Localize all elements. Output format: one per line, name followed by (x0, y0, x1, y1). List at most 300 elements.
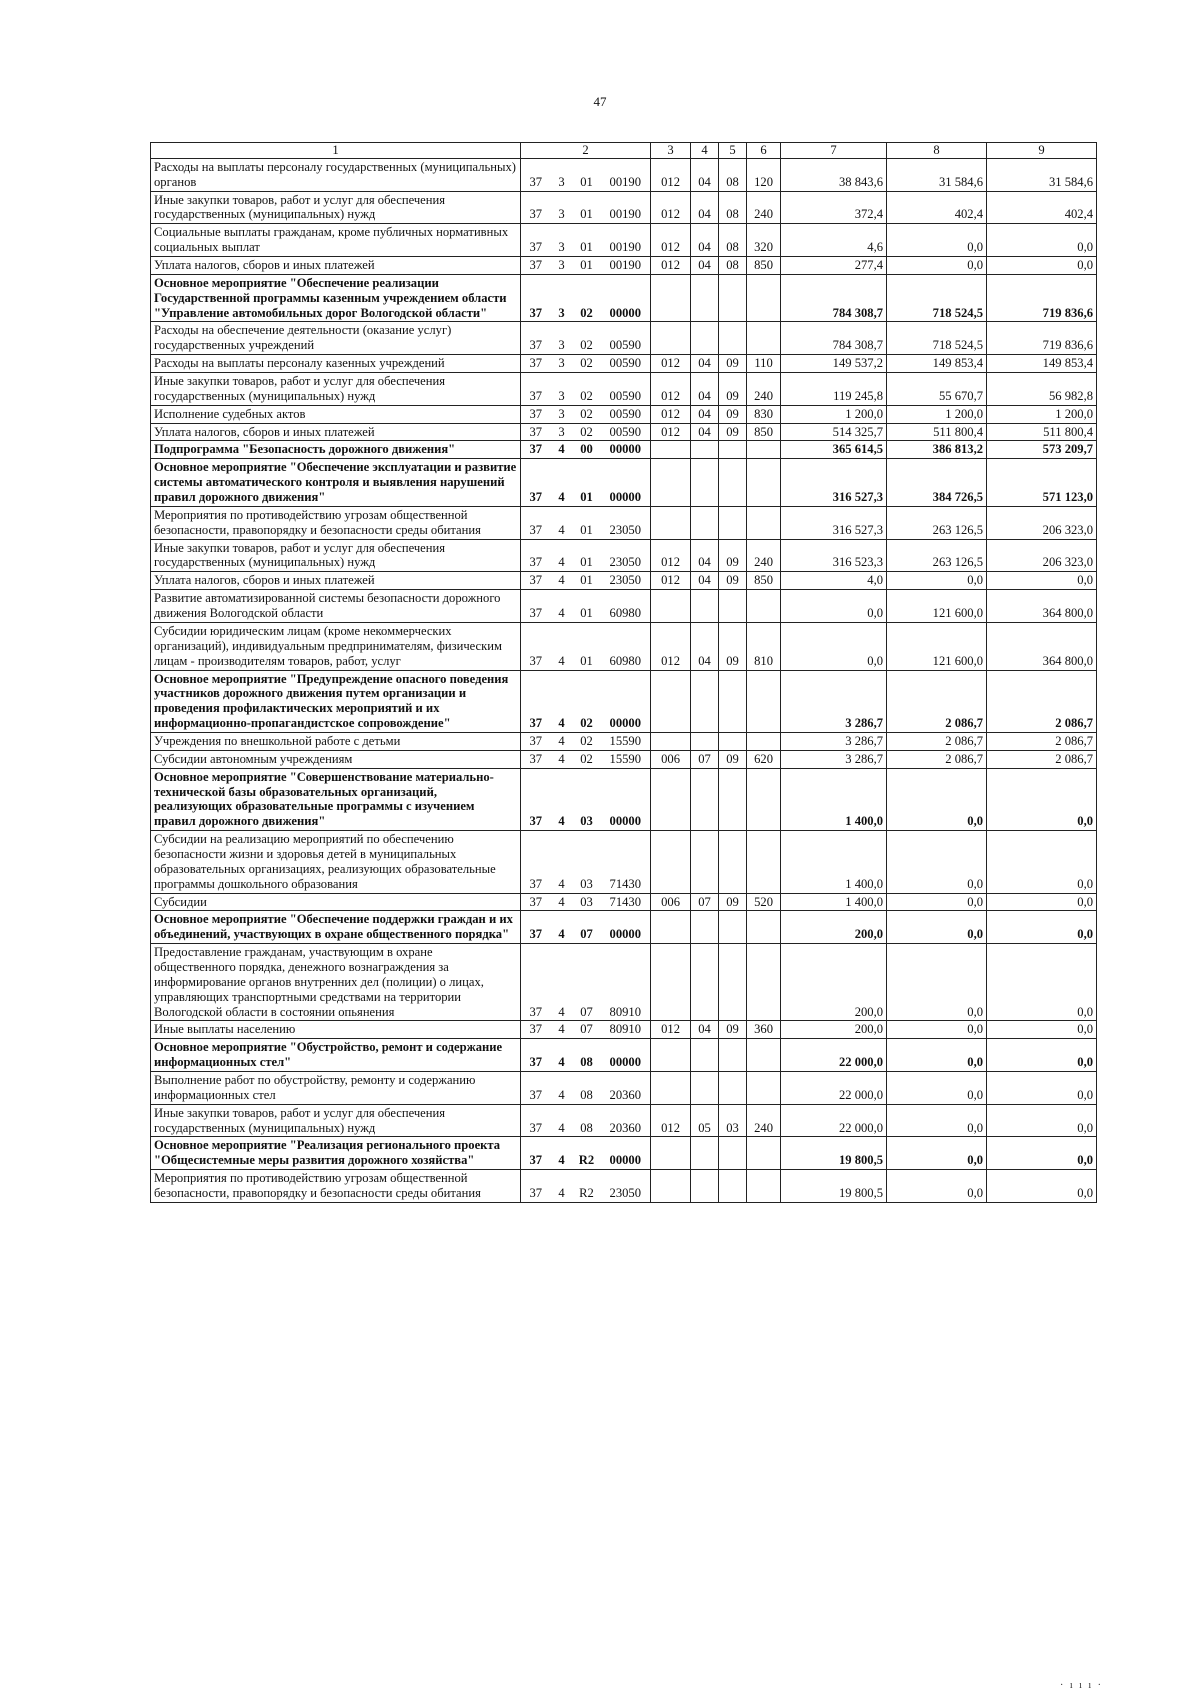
row-col-5: 03 (719, 1104, 747, 1137)
row-code-direction: 00190 (601, 191, 651, 224)
row-code-subprogram: 4 (551, 572, 573, 590)
header-col-1: 1 (151, 143, 521, 159)
row-value-7: 200,0 (781, 911, 887, 944)
row-code-subprogram: 4 (551, 911, 573, 944)
row-code-event: 07 (573, 1021, 601, 1039)
row-code-event: 07 (573, 944, 601, 1021)
row-value-7: 3 286,7 (781, 732, 887, 750)
row-code-subprogram: 4 (551, 1021, 573, 1039)
row-code-event: 01 (573, 506, 601, 539)
table-row (151, 1039, 1097, 1072)
header-col-4: 4 (691, 143, 719, 159)
row-value-8: 0,0 (887, 768, 987, 830)
row-name: Основное мероприятие "Реализация регионального проекта "Общесистемные меры развития дорожного хозяйства" (151, 1137, 521, 1170)
row-name: Основное мероприятие "Совершенствование материально-технической базы образовательных организаций, реализующих образовательные программы с изучением правил дорожного движения" (151, 768, 521, 830)
row-code-event: 08 (573, 1039, 601, 1072)
row-col-4: 04 (691, 224, 719, 257)
row-name: Основное мероприятие "Обеспечение реализации Государственной программы казенным учреждением области "Управление автомобильных дорог Вологодской области" (151, 274, 521, 322)
row-code-program: 37 (521, 423, 551, 441)
row-value-9: 0,0 (987, 831, 1097, 893)
table-row (151, 1104, 1097, 1137)
row-col-6 (747, 1039, 781, 1072)
row-code-program: 37 (521, 355, 551, 373)
row-code-direction: 00000 (601, 459, 651, 507)
row-col-6 (747, 322, 781, 355)
row-col-5 (719, 1170, 747, 1203)
row-value-7: 316 527,3 (781, 459, 887, 507)
row-code-subprogram: 3 (551, 257, 573, 275)
table-row (151, 405, 1097, 423)
row-col-5 (719, 732, 747, 750)
table-row (151, 191, 1097, 224)
table-row (151, 158, 1097, 191)
row-code-event: 08 (573, 1071, 601, 1104)
row-col-3: 012 (651, 224, 691, 257)
row-code-event: 02 (573, 750, 601, 768)
row-col-3 (651, 441, 691, 459)
row-code-direction: 00590 (601, 423, 651, 441)
row-code-program: 37 (521, 441, 551, 459)
row-value-8: 0,0 (887, 1137, 987, 1170)
row-value-8: 263 126,5 (887, 506, 987, 539)
row-col-5: 09 (719, 355, 747, 373)
row-col-3: 012 (651, 423, 691, 441)
row-value-8: 0,0 (887, 831, 987, 893)
row-code-subprogram: 4 (551, 459, 573, 507)
row-value-9: 0,0 (987, 1104, 1097, 1137)
row-value-9: 2 086,7 (987, 732, 1097, 750)
row-code-direction: 00000 (601, 768, 651, 830)
row-col-5: 08 (719, 191, 747, 224)
table-row (151, 670, 1097, 732)
row-code-subprogram: 4 (551, 1071, 573, 1104)
row-code-direction: 15590 (601, 732, 651, 750)
row-code-subprogram: 3 (551, 423, 573, 441)
row-code-direction: 00190 (601, 257, 651, 275)
row-col-4: 05 (691, 1104, 719, 1137)
row-code-program: 37 (521, 405, 551, 423)
row-col-6: 850 (747, 423, 781, 441)
row-value-8: 0,0 (887, 257, 987, 275)
row-value-7: 1 400,0 (781, 893, 887, 911)
row-code-direction: 71430 (601, 831, 651, 893)
table-row (151, 944, 1097, 1021)
row-value-9: 0,0 (987, 1170, 1097, 1203)
row-col-3: 006 (651, 893, 691, 911)
row-name: Расходы на обеспечение деятельности (оказание услуг) государственных учреждений (151, 322, 521, 355)
row-col-5: 09 (719, 750, 747, 768)
row-col-6: 520 (747, 893, 781, 911)
row-value-9: 2 086,7 (987, 750, 1097, 768)
row-col-6 (747, 732, 781, 750)
table-body (151, 158, 1097, 1202)
row-col-6 (747, 274, 781, 322)
row-value-8: 386 813,2 (887, 441, 987, 459)
row-col-3: 012 (651, 1104, 691, 1137)
row-name: Расходы на выплаты персоналу государственных (муниципальных) органов (151, 158, 521, 191)
row-col-5: 09 (719, 572, 747, 590)
row-code-event: 00 (573, 441, 601, 459)
row-value-9: 573 209,7 (987, 441, 1097, 459)
row-code-program: 37 (521, 1071, 551, 1104)
row-col-5 (719, 1137, 747, 1170)
row-value-9: 206 323,0 (987, 506, 1097, 539)
row-code-event: 02 (573, 405, 601, 423)
row-code-program: 37 (521, 1137, 551, 1170)
row-value-9: 0,0 (987, 944, 1097, 1021)
row-col-5 (719, 274, 747, 322)
table-row (151, 831, 1097, 893)
row-name: Субсидии автономным учреждениям (151, 750, 521, 768)
row-col-6: 850 (747, 572, 781, 590)
row-col-3 (651, 911, 691, 944)
row-name: Субсидии на реализацию мероприятий по обеспечению безопасности жизни и здоровья детей в муниципальных образовательных организациях, реализующих образовательные программы дошкольного образования (151, 831, 521, 893)
row-value-8: 263 126,5 (887, 539, 987, 572)
row-col-5 (719, 944, 747, 1021)
row-value-7: 22 000,0 (781, 1071, 887, 1104)
row-col-6 (747, 441, 781, 459)
row-code-program: 37 (521, 1104, 551, 1137)
row-name: Уплата налогов, сборов и иных платежей (151, 572, 521, 590)
row-col-3: 012 (651, 257, 691, 275)
table-row (151, 1071, 1097, 1104)
row-value-9: 719 836,6 (987, 274, 1097, 322)
row-value-8: 2 086,7 (887, 732, 987, 750)
row-code-event: 02 (573, 274, 601, 322)
row-code-subprogram: 3 (551, 373, 573, 406)
table-row (151, 768, 1097, 830)
row-code-program: 37 (521, 1021, 551, 1039)
row-col-6: 830 (747, 405, 781, 423)
row-value-8: 2 086,7 (887, 750, 987, 768)
row-name: Выполнение работ по обустройству, ремонту и содержанию информационных стел (151, 1071, 521, 1104)
row-col-6: 320 (747, 224, 781, 257)
row-col-5: 09 (719, 423, 747, 441)
row-code-direction: 00590 (601, 355, 651, 373)
row-value-8: 384 726,5 (887, 459, 987, 507)
row-col-6: 360 (747, 1021, 781, 1039)
row-value-9: 0,0 (987, 911, 1097, 944)
row-col-5: 09 (719, 622, 747, 670)
row-name: Учреждения по внешкольной работе с детьми (151, 732, 521, 750)
row-value-8: 149 853,4 (887, 355, 987, 373)
row-name: Иные закупки товаров, работ и услуг для обеспечения государственных (муниципальных) нужд (151, 1104, 521, 1137)
row-col-5: 09 (719, 893, 747, 911)
row-col-6 (747, 1137, 781, 1170)
row-code-event: 07 (573, 911, 601, 944)
table-row (151, 732, 1097, 750)
row-col-4 (691, 911, 719, 944)
row-code-event: 01 (573, 459, 601, 507)
row-value-7: 119 245,8 (781, 373, 887, 406)
row-code-subprogram: 4 (551, 1170, 573, 1203)
row-value-8: 0,0 (887, 1104, 987, 1137)
row-value-7: 3 286,7 (781, 670, 887, 732)
table-row (151, 893, 1097, 911)
row-value-9: 719 836,6 (987, 322, 1097, 355)
row-col-4 (691, 670, 719, 732)
row-value-9: 0,0 (987, 768, 1097, 830)
row-col-4: 04 (691, 355, 719, 373)
row-value-7: 316 523,3 (781, 539, 887, 572)
row-col-5 (719, 322, 747, 355)
row-col-6: 240 (747, 373, 781, 406)
row-code-direction: 60980 (601, 622, 651, 670)
row-code-event: 01 (573, 590, 601, 623)
row-col-6: 240 (747, 1104, 781, 1137)
row-col-3: 012 (651, 191, 691, 224)
row-code-direction: 20360 (601, 1071, 651, 1104)
row-col-3 (651, 274, 691, 322)
row-value-7: 19 800,5 (781, 1137, 887, 1170)
row-name: Развитие автоматизированной системы безопасности дорожного движения Вологодской области (151, 590, 521, 623)
row-code-program: 37 (521, 1170, 551, 1203)
row-col-4: 04 (691, 257, 719, 275)
row-col-3 (651, 670, 691, 732)
row-col-6 (747, 768, 781, 830)
table-row (151, 572, 1097, 590)
row-value-8: 55 670,7 (887, 373, 987, 406)
budget-table (150, 142, 1097, 1203)
row-name: Основное мероприятие "Обеспечение поддержки граждан и их объединений, участвующих в охране общественного порядка" (151, 911, 521, 944)
row-code-subprogram: 3 (551, 191, 573, 224)
row-code-subprogram: 4 (551, 732, 573, 750)
row-value-9: 0,0 (987, 1039, 1097, 1072)
row-code-program: 37 (521, 506, 551, 539)
row-col-4 (691, 944, 719, 1021)
row-code-program: 37 (521, 274, 551, 322)
table-row (151, 322, 1097, 355)
row-code-direction: 00590 (601, 405, 651, 423)
row-value-8: 0,0 (887, 893, 987, 911)
row-value-8: 0,0 (887, 1071, 987, 1104)
row-code-direction: 23050 (601, 539, 651, 572)
row-code-subprogram: 4 (551, 893, 573, 911)
row-col-5 (719, 670, 747, 732)
row-col-6 (747, 459, 781, 507)
row-code-event: 03 (573, 768, 601, 830)
row-code-program: 37 (521, 911, 551, 944)
row-value-7: 22 000,0 (781, 1104, 887, 1137)
row-code-program: 37 (521, 158, 551, 191)
row-code-subprogram: 4 (551, 539, 573, 572)
header-col-5: 5 (719, 143, 747, 159)
row-col-6: 120 (747, 158, 781, 191)
row-code-subprogram: 4 (551, 768, 573, 830)
scan-mark: · ı ı ı · (1060, 1680, 1103, 1691)
row-col-4 (691, 732, 719, 750)
row-code-event: 08 (573, 1104, 601, 1137)
table-row (151, 257, 1097, 275)
table-row (151, 539, 1097, 572)
row-value-9: 1 200,0 (987, 405, 1097, 423)
row-col-4: 04 (691, 1021, 719, 1039)
row-value-7: 0,0 (781, 622, 887, 670)
row-code-subprogram: 4 (551, 670, 573, 732)
row-value-7: 22 000,0 (781, 1039, 887, 1072)
row-code-subprogram: 4 (551, 1137, 573, 1170)
row-name: Иные закупки товаров, работ и услуг для обеспечения государственных (муниципальных) нужд (151, 373, 521, 406)
row-col-6: 240 (747, 191, 781, 224)
row-code-direction: 20360 (601, 1104, 651, 1137)
row-value-7: 200,0 (781, 1021, 887, 1039)
row-code-direction: 23050 (601, 1170, 651, 1203)
row-code-program: 37 (521, 831, 551, 893)
row-col-3 (651, 732, 691, 750)
row-code-event: 02 (573, 423, 601, 441)
row-code-subprogram: 3 (551, 405, 573, 423)
row-name: Подпрограмма "Безопасность дорожного движения" (151, 441, 521, 459)
row-col-4: 04 (691, 622, 719, 670)
row-value-9: 31 584,6 (987, 158, 1097, 191)
header-col-7: 7 (781, 143, 887, 159)
row-value-7: 4,6 (781, 224, 887, 257)
row-name: Уплата налогов, сборов и иных платежей (151, 423, 521, 441)
table-row (151, 423, 1097, 441)
row-col-6: 240 (747, 539, 781, 572)
row-value-7: 3 286,7 (781, 750, 887, 768)
row-col-5: 08 (719, 158, 747, 191)
row-code-direction: 00590 (601, 373, 651, 406)
row-value-8: 1 200,0 (887, 405, 987, 423)
row-code-direction: 80910 (601, 1021, 651, 1039)
row-col-3 (651, 322, 691, 355)
row-value-9: 0,0 (987, 1021, 1097, 1039)
row-code-direction: 00590 (601, 322, 651, 355)
row-col-6 (747, 590, 781, 623)
row-col-6 (747, 670, 781, 732)
row-col-3: 012 (651, 405, 691, 423)
row-code-subprogram: 4 (551, 622, 573, 670)
row-col-4: 04 (691, 423, 719, 441)
header-col-8: 8 (887, 143, 987, 159)
row-code-event: 01 (573, 224, 601, 257)
row-col-3: 012 (651, 373, 691, 406)
row-value-7: 277,4 (781, 257, 887, 275)
row-code-direction: 00000 (601, 911, 651, 944)
row-value-7: 200,0 (781, 944, 887, 1021)
row-col-3: 012 (651, 572, 691, 590)
row-value-9: 571 123,0 (987, 459, 1097, 507)
row-code-program: 37 (521, 322, 551, 355)
row-value-7: 1 200,0 (781, 405, 887, 423)
row-value-8: 402,4 (887, 191, 987, 224)
row-col-3: 012 (651, 622, 691, 670)
row-value-8: 0,0 (887, 911, 987, 944)
row-name: Субсидии (151, 893, 521, 911)
row-code-event: 02 (573, 670, 601, 732)
row-col-4 (691, 441, 719, 459)
row-value-9: 364 800,0 (987, 590, 1097, 623)
table-row (151, 750, 1097, 768)
row-value-9: 0,0 (987, 224, 1097, 257)
row-code-subprogram: 4 (551, 441, 573, 459)
row-col-3: 012 (651, 1021, 691, 1039)
row-code-program: 37 (521, 459, 551, 507)
table-row (151, 590, 1097, 623)
row-name: Основное мероприятие "Обеспечение эксплуатации и развитие системы автоматического контроля и выявления нарушений правил дорожного движения" (151, 459, 521, 507)
row-code-subprogram: 3 (551, 355, 573, 373)
row-col-5 (719, 768, 747, 830)
row-code-program: 37 (521, 750, 551, 768)
row-code-event: 01 (573, 572, 601, 590)
row-code-program: 37 (521, 893, 551, 911)
row-col-4: 04 (691, 191, 719, 224)
row-col-3 (651, 506, 691, 539)
row-col-4 (691, 459, 719, 507)
row-name: Мероприятия по противодействию угрозам общественной безопасности, правопорядку и безопасности среды обитания (151, 1170, 521, 1203)
row-code-program: 37 (521, 622, 551, 670)
row-col-5: 09 (719, 405, 747, 423)
row-col-6 (747, 506, 781, 539)
row-col-5 (719, 506, 747, 539)
row-col-3: 006 (651, 750, 691, 768)
row-value-8: 0,0 (887, 1170, 987, 1203)
row-col-5 (719, 831, 747, 893)
row-col-3 (651, 768, 691, 830)
row-value-8: 0,0 (887, 1021, 987, 1039)
row-code-event: 03 (573, 893, 601, 911)
row-col-5: 09 (719, 373, 747, 406)
row-col-3 (651, 459, 691, 507)
row-value-8: 121 600,0 (887, 590, 987, 623)
row-col-4 (691, 322, 719, 355)
row-code-subprogram: 4 (551, 1104, 573, 1137)
row-col-4 (691, 274, 719, 322)
row-code-direction: 00000 (601, 1039, 651, 1072)
row-name: Расходы на выплаты персоналу казенных учреждений (151, 355, 521, 373)
row-col-5: 09 (719, 539, 747, 572)
row-value-7: 4,0 (781, 572, 887, 590)
row-code-subprogram: 4 (551, 831, 573, 893)
row-col-4 (691, 831, 719, 893)
row-code-subprogram: 4 (551, 944, 573, 1021)
header-col-9: 9 (987, 143, 1097, 159)
row-code-program: 37 (521, 224, 551, 257)
row-name: Предоставление гражданам, участвующим в охране общественного порядка, денежного вознаграждения за информирование органов внутренних дел (полиции) о лицах, управляющих транспортными средствами на территории Вологодской области в состоянии опьянения (151, 944, 521, 1021)
row-col-4: 04 (691, 539, 719, 572)
row-col-6 (747, 831, 781, 893)
header-row (151, 143, 1097, 159)
row-code-direction: 80910 (601, 944, 651, 1021)
row-col-4: 04 (691, 572, 719, 590)
row-code-direction: 00000 (601, 670, 651, 732)
row-code-subprogram: 3 (551, 224, 573, 257)
row-col-4 (691, 1137, 719, 1170)
row-value-9: 511 800,4 (987, 423, 1097, 441)
row-value-8: 718 524,5 (887, 322, 987, 355)
table-row (151, 355, 1097, 373)
row-value-9: 364 800,0 (987, 622, 1097, 670)
row-code-direction: 60980 (601, 590, 651, 623)
row-value-7: 149 537,2 (781, 355, 887, 373)
row-code-program: 37 (521, 768, 551, 830)
row-value-7: 1 400,0 (781, 831, 887, 893)
row-value-8: 0,0 (887, 224, 987, 257)
row-col-6: 620 (747, 750, 781, 768)
row-code-direction: 23050 (601, 506, 651, 539)
row-col-3: 012 (651, 355, 691, 373)
row-code-subprogram: 4 (551, 506, 573, 539)
row-value-8: 31 584,6 (887, 158, 987, 191)
row-name: Основное мероприятие "Обустройство, ремонт и содержание информационных стел" (151, 1039, 521, 1072)
header-col-6: 6 (747, 143, 781, 159)
header-col-3: 3 (651, 143, 691, 159)
row-value-8: 718 524,5 (887, 274, 987, 322)
row-value-9: 206 323,0 (987, 539, 1097, 572)
row-value-9: 0,0 (987, 1071, 1097, 1104)
row-value-8: 0,0 (887, 1039, 987, 1072)
